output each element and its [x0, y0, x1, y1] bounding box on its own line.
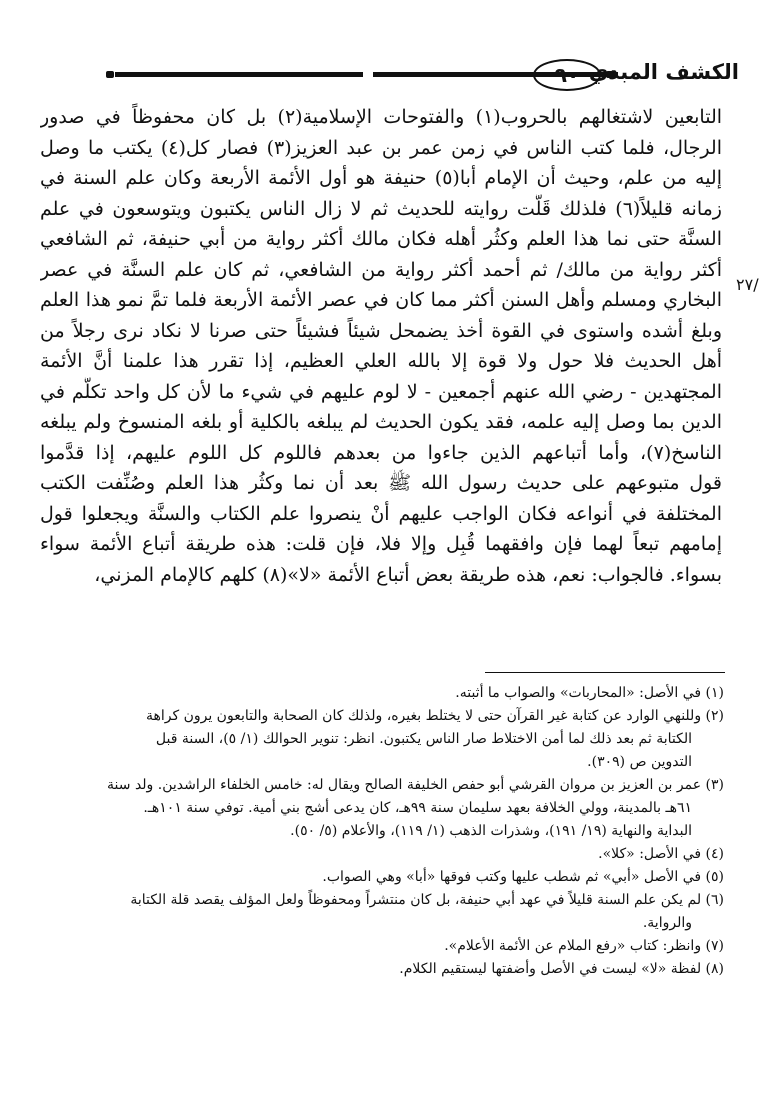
body-line: المجتهدين - رضي الله عنهم أجمعين - لا لوم عليهم في شيء ما لأن كل واحد تكلَّم في [40, 380, 722, 403]
body-line: قول متبوعهم على حديث رسول الله ﷺ بعد أن نما وكثُر هذا العلم وصُنِّفت الكتب [40, 472, 722, 494]
body-line: الدين بما وصل إليه علمه، فقد يكون الحديث لم يبلغه بالكلية أو بلغه المنسوخ ولم يبلغه [40, 411, 722, 433]
header-rule-right [373, 72, 618, 77]
body-line: التابعين لاشتغالهم بالحروب(١) والفتوحات الإسلامية(٢) بل كان محفوظاً في صدور [40, 106, 722, 128]
body-line: وبلغ أشده واستوى في القوة أخذ يضمحل شيئاً فشيئاً حتى صرنا لا نكاد نرى رجلاً من [40, 319, 722, 342]
footnote-line: (٣) عمر بن العزيز بن مروان القرشي أبو حفص الخليفة الصالح ويقال له: خامس الخلفاء الراشدين. ولد سنة [107, 777, 724, 793]
body-line: أكثر رواية من مالك/ ثم أحمد أكثر رواية من الشافعي، ثم كان علم السنَّة في عصر [40, 258, 722, 281]
footnote-line: (٤) في الأصل: «كلا». [598, 846, 724, 862]
footnote [40, 889, 724, 935]
footnote-line: (٧) وانظر: كتاب «رفع الملام عن الأئمة الأعلام». [444, 938, 724, 954]
footnote-line: (٨) لفظة «لا» ليست في الأصل وأضفتها ليستقيم الكلام. [399, 961, 724, 977]
body-line: إمامهم تبعاً لهما فإن وافقهما قُبِل وإلا فلا، فإن قلت: هذه طريقة أتباع الأئمة سواء [40, 533, 722, 555]
footnote-separator [485, 672, 725, 673]
margin-page-marker: ٢٧/ [736, 275, 759, 294]
body-line: السنَّة حتى نما هذا العلم وكثُر أهله فكان مالك أكثر رواية من أبي حنيفة، ثم الشافعي [40, 228, 722, 250]
body-line: الرجال، فلما كتب الناس في زمن عمر بن عبد العزيز(٣) فصار كل(٤) يكتب ما وصل [40, 136, 722, 159]
footnote-line: الكتابة ثم بعد ذلك لما أمن الاختلاط صار الناس يكتبون. انظر: تنوير الحوالك (١/ ٥)، السنة قبل [155, 731, 692, 747]
footnote [40, 935, 724, 958]
body-line: بسواء. فالجواب: نعم، هذه طريقة بعض أتباع الأئمة «لا»(٨) كلهم كالإمام المزني، [94, 563, 722, 586]
footnote-line: (٦) لم يكن علم السنة قليلاً في عهد أبي حنيفة، بل كان منتشراً ومحفوظاً ولعل المؤلف يقصد قلة الكتابة [130, 892, 724, 908]
footnotes [40, 682, 724, 981]
footnote-line: (٢) وللنهي الوارد عن كتابة غير القرآن حتى لا يختلط بغيره، ولذلك كان الصحابة والتابعون يرون كراهة [145, 708, 724, 724]
footnote-line: ٦١هـ بالمدينة، وولي الخلافة بعهد سليمان سنة ٩٩هـ، كان يدعى أشج بني أمية. توفي سنة ١٠١هـ. [143, 800, 692, 816]
body-line: زمانه قليلاً(٦) فلذلك قَلَّت روايته للحديث ثم لا زال الناس يكتبون ويتوسعون في علم [40, 197, 722, 220]
footnote [40, 843, 724, 866]
body-line: الناسخ(٧)، وأما أتباعهم الذين جاءوا من بعدهم فاللوم كل اللوم عليهم، إذا قدَّموا [40, 441, 722, 464]
body-line: البخاري ومسلم وأهل السنن أكثر مما كان في عصر الأئمة الأربعة فلما تمَّ نمو هذا العلم [40, 289, 722, 311]
footnote-line: التدوين ص (٣٠٩). [587, 754, 692, 770]
header-rule-end [106, 71, 114, 78]
footnote-line: والرواية. [642, 915, 692, 931]
footnote [40, 682, 724, 705]
body-text [40, 102, 722, 590]
footnote [40, 958, 724, 981]
running-header [20, 58, 753, 94]
footnote [40, 866, 724, 889]
footnote [40, 774, 724, 843]
footnote [40, 705, 724, 774]
footnote-line: البداية والنهاية (١٩/ ١٩١)، وشذرات الذهب (١/ ١١٩)، والأعلام (٥/ ٥٠). [290, 823, 692, 839]
footnote-line: (٥) في الأصل «أبي» ثم شطب عليها وكتب فوقها «أبا» وهي الصواب. [322, 869, 724, 885]
header-title: الكشف المبدي [588, 60, 739, 84]
body-line: أهل الحديث فلا حول ولا قوة إلا بالله العلي العظيم، إذا تقرر هذا علمنا أنَّ الأئمة [40, 350, 722, 372]
body-line: إليه من علم، وحيث أن الإمام أبا(٥) حنيفة هو أول الأئمة الأربعة وكان علم السنة في [40, 167, 722, 189]
footnote-line: (١) في الأصل: «المحاربات» والصواب ما أثبته. [455, 685, 724, 701]
header-rule-left [115, 72, 363, 77]
body-line: المختلفة في أنواعه فكان الواجب عليهم أنْ ينصروا علم الكتاب والسنَّة ويجعلوا قول [40, 502, 722, 525]
